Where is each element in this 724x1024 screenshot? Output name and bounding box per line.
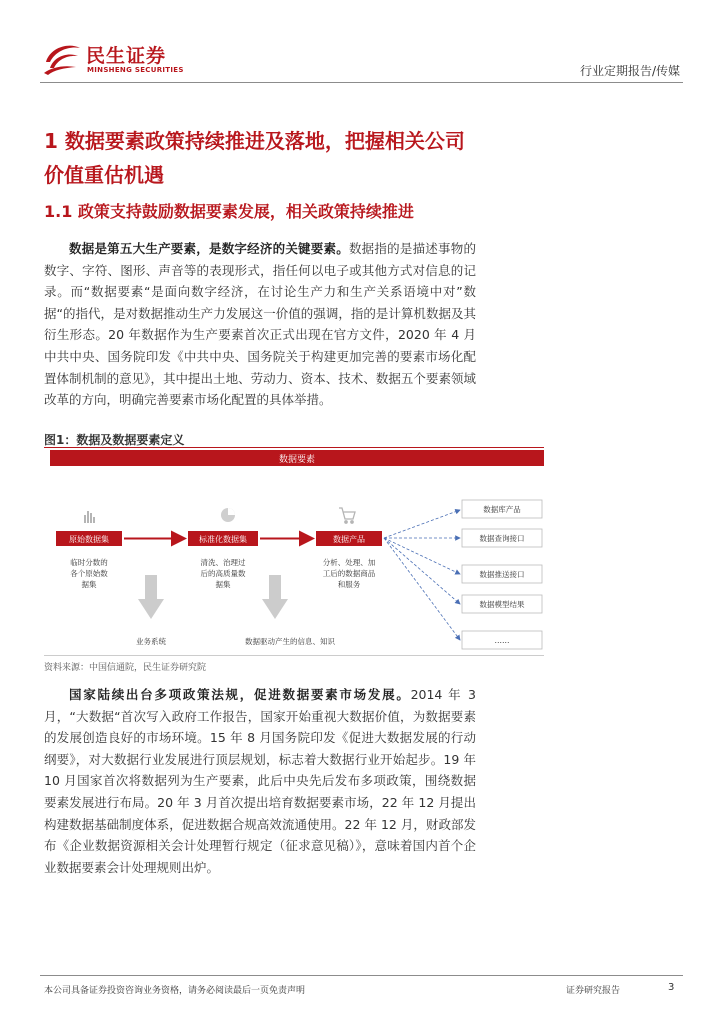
figure-title: 图1：数据及数据要素定义 — [44, 433, 185, 447]
output-label-4: 数据模型结果 — [479, 600, 525, 609]
stage-standardized-desc-2: 后的高质量数 — [200, 569, 246, 578]
section-heading: 1 数据要素政策持续推进及落地，把握相关公司价值重估机遇 — [44, 129, 465, 187]
output-label-3: 数据推送接口 — [479, 570, 525, 579]
stage-standardized-desc-3: 据集 — [215, 580, 231, 589]
knowledge-label: 数据驱动产生的信息、知识 — [245, 637, 335, 646]
paragraph-data-factor — [44, 238, 476, 411]
stage-raw-data-desc-2: 各个原始数 — [70, 569, 108, 578]
stage-raw-data-label: 原始数据集 — [69, 535, 109, 544]
output-label-2: 数据查询接口 — [479, 534, 525, 543]
stage-standardized-data-label: 标准化数据集 — [199, 535, 247, 544]
figure-source: 资料来源：中国信通院，民生证券研究院 — [44, 663, 207, 673]
output-label-1: 数据库产品 — [483, 505, 521, 514]
minsheng-logo-icon — [42, 40, 82, 76]
page-number: 3 — [668, 982, 675, 993]
paragraph-body: 2014 年 3 月，“大数据“首次写入政府工作报告，国家开始重视大数据价值，为数据要素的发展创造良好的市场环境。15 年 8 月国务院印发《促进大数据发展的行动纲要》，对大数据行业发展进行顶层规划，标志着大数据行业开始起步。19 年 10 月国家首次将数据列为生产要素，此后中央先后发布多项政策，围绕数据要素发展进行布局。20 年 3 月首次提出培育数据要素市场，22 年 12 月提出构建数据基础制度体系，促进数据合规高效流通使用。22 年 12 月，财政部发布《企业数据资源相关会计处理暂行规定（征求意见稿）》，意味着国内首个企业数据要素会计处理规则出炉。 — [44, 687, 476, 875]
stage-raw-data-desc-3: 据集 — [81, 580, 97, 589]
stage-product-desc-2: 工后的数据商品 — [322, 569, 376, 578]
source-divider — [44, 655, 544, 656]
stage-standardized-desc-1: 清洗、治理过 — [200, 558, 246, 567]
footer-disclaimer: 本公司具备证券投资咨询业务资格，请务必阅读最后一页免责声明 — [44, 986, 306, 996]
footer-divider — [40, 975, 683, 976]
paragraph-policy — [44, 684, 476, 878]
fan-arrow-3 — [384, 538, 460, 574]
fan-arrow-5 — [384, 538, 460, 640]
output-label-5: …… — [494, 636, 510, 645]
down-arrow-knowledge — [262, 575, 288, 619]
paragraph-lead: 数据是第五大生产要素，是数字经济的关键要素。 — [69, 241, 349, 256]
logo-text-cn: 民生证券 — [86, 45, 167, 67]
pie-chart-icon — [221, 508, 235, 522]
figure-banner-label: 数据要素 — [278, 455, 316, 465]
stage-raw-data-desc-1: 临时分数的 — [70, 558, 108, 567]
stage-data-product-label: 数据产品 — [333, 535, 365, 544]
paragraph-body: 数据指的是描述事物的数字、字符、图形、声音等的表现形式，指任何以电子或其他方式对信息的记录。而“数据要素“是面向数字经济，在讨论生产力和生产关系语境中对”数据“的指代，是对数据推动生产力发展这一价值的强调，指的是计算机数据及其衍生形态。20 年数据作为生产要素首次正式出现在官方文件，2020 年 4 月中共中央、国务院印发《中共中央、国务院关于构建更加完善的要素市场化配置体制机制的意见》，其中提出土地、劳动力、资本、技术、数据五个要素领域改革的方向，明确完善要素市场化配置的具体举措。 — [44, 241, 476, 408]
footer-report-label: 证券研究报告 — [566, 986, 621, 996]
paragraph-lead: 国家陆续出台多项政策法规，促进数据要素市场发展。 — [69, 687, 411, 702]
subsection-heading: 1.1 政策支持鼓励数据要素发展，相关政策持续推进 — [44, 202, 414, 221]
data-factor-diagram — [44, 449, 544, 654]
stage-product-desc-3: 和服务 — [337, 580, 361, 589]
bar-chart-icon — [84, 511, 95, 523]
figure-title-rule — [44, 447, 544, 448]
down-arrow-business — [138, 575, 164, 619]
stage-product-desc-1: 分析、处理、加 — [322, 558, 376, 567]
business-system-label: 业务系统 — [136, 637, 166, 646]
logo-text-en: MINSHENG SECURITIES — [87, 66, 184, 74]
header-divider — [40, 82, 683, 83]
cart-icon — [339, 508, 355, 523]
fan-arrow-4 — [384, 538, 460, 604]
report-category: 行业定期报告/传媒 — [579, 64, 680, 78]
fan-arrow-1 — [384, 510, 460, 538]
